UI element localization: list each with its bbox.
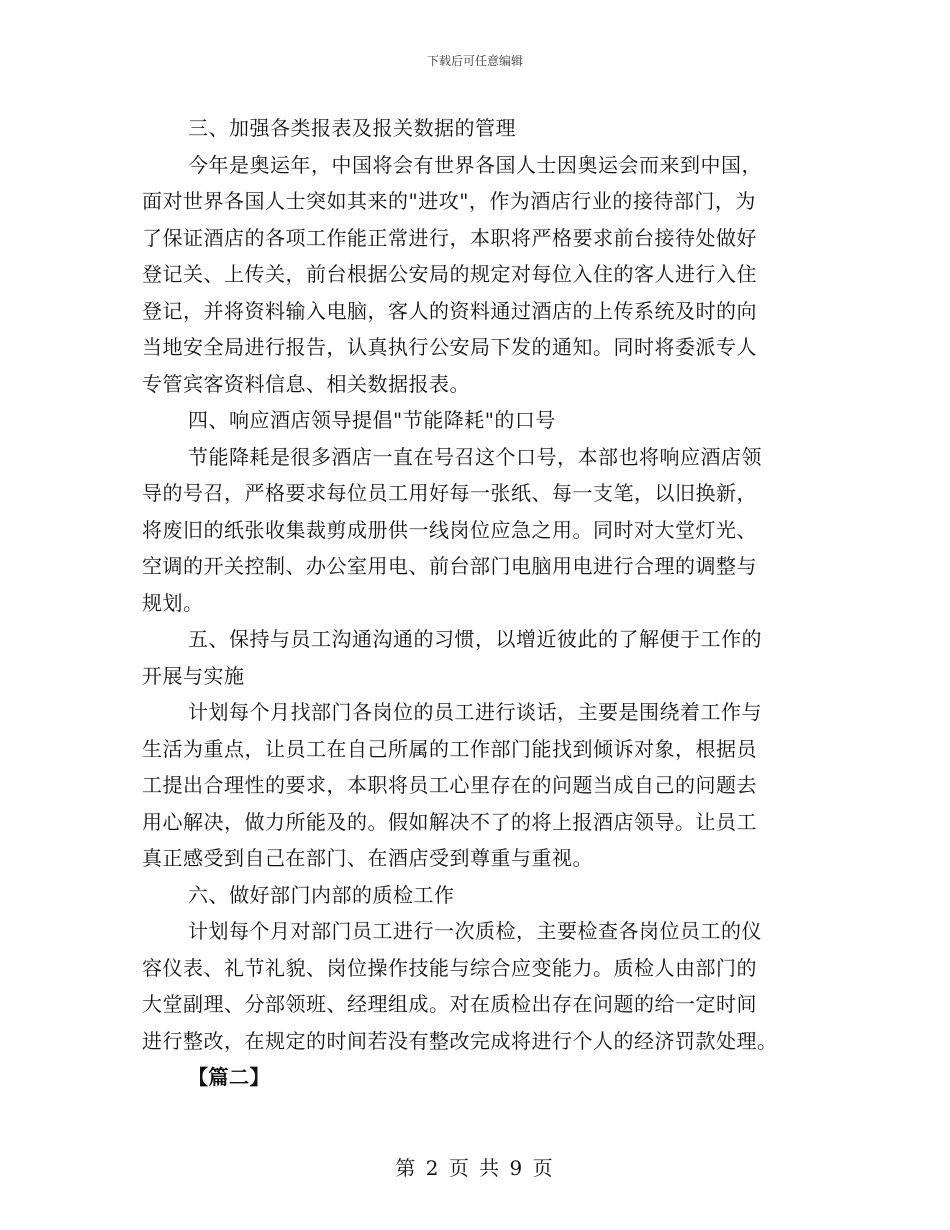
text-line: 开展与实施 (142, 663, 245, 688)
text-line: 三、加强各类报表及报关数据的管理 (188, 116, 516, 140)
text-line: 导的号召，严格要求每位员工用好每一张纸、每一支笔，以旧换新， (142, 481, 757, 505)
text-line: 工提出合理性的要求，本职将员工心里存在的问题当成自己的问题去 (142, 773, 757, 797)
text-line: 容仪表、礼节礼貌、岗位操作技能与综合应变能力。质检人由部门的 (142, 955, 757, 980)
text-line: 了保证酒店的各项工作能正常进行，本职将严格要求前台接待处做好 (142, 225, 757, 250)
document-body (142, 110, 808, 1096)
text-line: 进行整改，在规定的时间若没有整改完成将进行个人的经济罚款处理。 (142, 1028, 778, 1053)
text-line: 规划。 (142, 590, 204, 615)
text-line: 大堂副理、分部领班、经理组成。对在质检出存在问题的给一定时间 (142, 992, 757, 1016)
page-header: 下载后可任意编辑 (426, 54, 523, 68)
text-line: 六、做好部门内部的质检工作 (188, 882, 455, 907)
text-line: 面对世界各国人士突如其来的"进攻"，作为酒店行业的接待部门，为 (142, 189, 756, 213)
text-line: 四、响应酒店领导提倡"节能降耗"的口号 (188, 408, 556, 432)
text-line: 将废旧的纸张收集裁剪成册供一线岗位应急之用。同时对大堂灯光、 (142, 517, 757, 542)
section-heading: 【篇二】 (188, 1065, 270, 1089)
text-line: 登记关、上传关，前台根据公安局的规定对每位入住的客人进行入住 (142, 262, 757, 286)
text-line: 登记，并将资料输入电脑，客人的资料通过酒店的上传系统及时的向 (142, 298, 757, 323)
text-line: 计划每个月找部门各岗位的员工进行谈话，主要是围绕着工作与 (188, 700, 762, 724)
text-line: 真正感受到自己在部门、在酒店受到尊重与重视。 (142, 846, 593, 870)
text-line: 今年是奥运年，中国将会有世界各国人士因奥运会而来到中国， (188, 152, 762, 177)
text-line: 专管宾客资料信息、相关数据报表。 (142, 371, 470, 396)
text-line: 当地安全局进行报告，认真执行公安局下发的通知。同时将委派专人 (142, 335, 757, 359)
text-line: 节能降耗是很多酒店一直在号召这个口号，本部也将响应酒店领 (188, 444, 762, 469)
text-line: 空调的开关控制、办公室用电、前台部门电脑用电进行合理的调整与 (142, 554, 757, 578)
text-line: 生活为重点，让员工在自己所属的工作部门能找到倾诉对象，根据员 (142, 736, 757, 761)
page-number: 第 2 页 共 9 页 (395, 1156, 555, 1180)
text-line: 用心解决，做力所能及的。假如解决不了的将上报酒店领导。让员工 (142, 809, 757, 834)
text-line: 五、保持与员工沟通沟通的习惯，以增近彼此的了解便于工作的 (188, 627, 762, 651)
text-line: 计划每个月对部门员工进行一次质检，主要检查各岗位员工的仪 (188, 919, 762, 943)
